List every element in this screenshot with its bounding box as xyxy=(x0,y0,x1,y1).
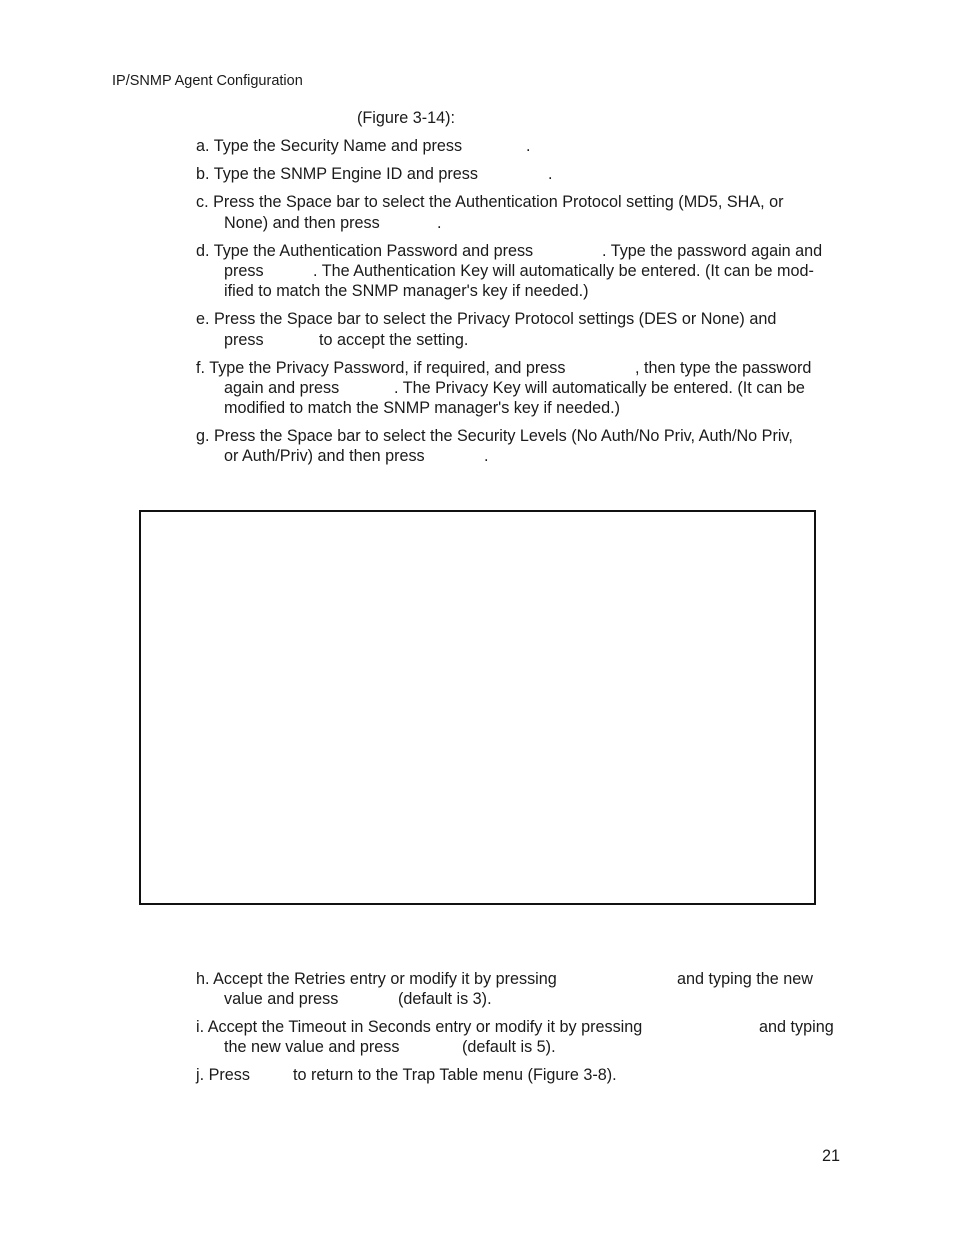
step-text: j. Press xyxy=(196,1066,250,1084)
page-number: 21 xyxy=(822,1147,841,1165)
step-text: to return to the Trap Table menu (Figure 3-8). xyxy=(293,1066,617,1084)
step-text: . xyxy=(548,165,553,183)
step-text: . xyxy=(526,137,531,155)
step-text: i. Accept the Timeout in Seconds entry or modify it by pressing xyxy=(196,1018,643,1036)
step-text: d. Type the Authentication Password and press xyxy=(196,242,534,260)
step-text: press xyxy=(224,331,264,349)
step-text: . xyxy=(437,214,442,232)
step-text: again and press xyxy=(224,379,340,397)
step-text: and typing the new xyxy=(677,970,813,988)
figure-reference: (Figure 3-14): xyxy=(357,109,456,127)
step-text: a. Type the Security Name and press xyxy=(196,137,463,155)
step-text: . The Privacy Key will automatically be entered. (It can be xyxy=(394,379,805,397)
step-text: , then type the password xyxy=(635,359,812,377)
step-text: g. Press the Space bar to select the Security Levels (No Auth/No Priv, Auth/No Priv, xyxy=(196,427,793,445)
step-text: value and press xyxy=(224,990,339,1008)
step-text: b. Type the SNMP Engine ID and press xyxy=(196,165,478,183)
step-text: (default is 5). xyxy=(462,1038,556,1056)
step-text: c. Press the Space bar to select the Authentication Protocol setting (MD5, SHA, or xyxy=(196,193,784,211)
step-text: to accept the setting. xyxy=(319,331,469,349)
step-text: . Type the password again and xyxy=(602,242,823,260)
step-text: f. Type the Privacy Password, if required, and press xyxy=(196,359,566,377)
step-text: press xyxy=(224,262,264,280)
step-text: . xyxy=(484,447,489,465)
step-text: ified to match the SNMP manager's key if needed.) xyxy=(224,282,589,300)
step-text: the new value and press xyxy=(224,1038,400,1056)
step-text: modified to match the SNMP manager's key if needed.) xyxy=(224,399,620,417)
step-text: (default is 3). xyxy=(398,990,492,1008)
step-text: h. Accept the Retries entry or modify it by pressing xyxy=(196,970,557,988)
running-header: IP/SNMP Agent Configuration xyxy=(112,73,303,89)
step-text: or Auth/Priv) and then press xyxy=(224,447,425,465)
figure-frame xyxy=(139,510,816,905)
step-text: . The Authentication Key will automatically be entered. (It can be mod- xyxy=(313,262,814,280)
step-text: None) and then press xyxy=(224,214,380,232)
step-text: e. Press the Space bar to select the Privacy Protocol settings (DES or None) and xyxy=(196,310,777,328)
step-text: and typing xyxy=(759,1018,834,1036)
